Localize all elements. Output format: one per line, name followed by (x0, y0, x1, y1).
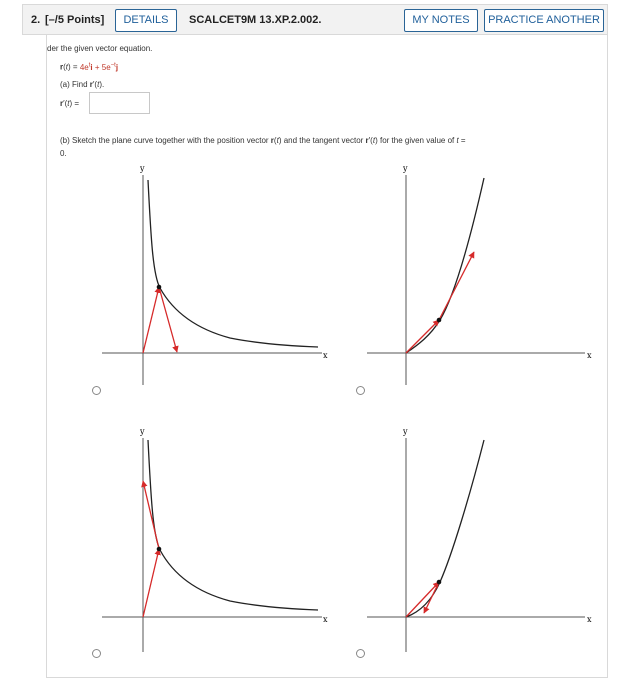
tangent-vector (159, 287, 177, 352)
tangent-vector (439, 252, 474, 320)
radio-option-c[interactable] (92, 649, 101, 658)
question-number: 2. (31, 14, 41, 26)
y-axis-label: y (403, 164, 408, 173)
radio-option-a[interactable] (92, 386, 101, 395)
y-axis-label: y (403, 427, 408, 436)
graph-option-a (102, 164, 328, 385)
curve (148, 180, 318, 347)
point (437, 318, 442, 323)
answer-label: r′(t) = (60, 99, 80, 108)
position-vector (406, 320, 439, 353)
x-axis-label: x (587, 615, 592, 624)
x-axis-label: x (323, 615, 328, 624)
part-a-text: (a) Find r′(t). (60, 80, 105, 89)
x-axis-label: x (323, 351, 328, 360)
point (157, 285, 162, 290)
point (157, 547, 162, 552)
graph-option-d (367, 427, 592, 652)
question-source: SCALCET9M 13.XP.2.002. (189, 14, 322, 26)
details-button[interactable]: DETAILS (115, 9, 177, 32)
curve (148, 440, 318, 610)
radio-option-d[interactable] (356, 649, 365, 658)
my-notes-button[interactable]: MY NOTES (404, 9, 478, 32)
y-axis-label: y (140, 427, 145, 436)
part-b-text: (b) Sketch the plane curve together with the position vector r(t) and the tangent vector r′(t) for the given value of t = (60, 136, 466, 145)
y-axis-label: y (140, 164, 145, 173)
position-vector (143, 287, 159, 353)
tangent-vector (424, 582, 439, 613)
point (437, 580, 442, 585)
vector-equation: $r(t) = 4e^ti + 5e^{-t}j$ (60, 62, 119, 72)
question-intro: der the given vector equation. (47, 44, 153, 53)
radio-option-b[interactable] (356, 386, 365, 395)
position-vector (406, 582, 439, 617)
position-vector (143, 549, 159, 617)
graph-option-c (102, 427, 328, 652)
practice-another-button[interactable]: PRACTICE ANOTHER (484, 9, 604, 32)
question-points: [–/5 Points] (45, 14, 105, 26)
curve (406, 440, 484, 617)
x-axis-label: x (587, 351, 592, 360)
part-b-value: 0. (60, 149, 67, 158)
graph-option-b (367, 164, 592, 385)
curve (406, 178, 484, 353)
